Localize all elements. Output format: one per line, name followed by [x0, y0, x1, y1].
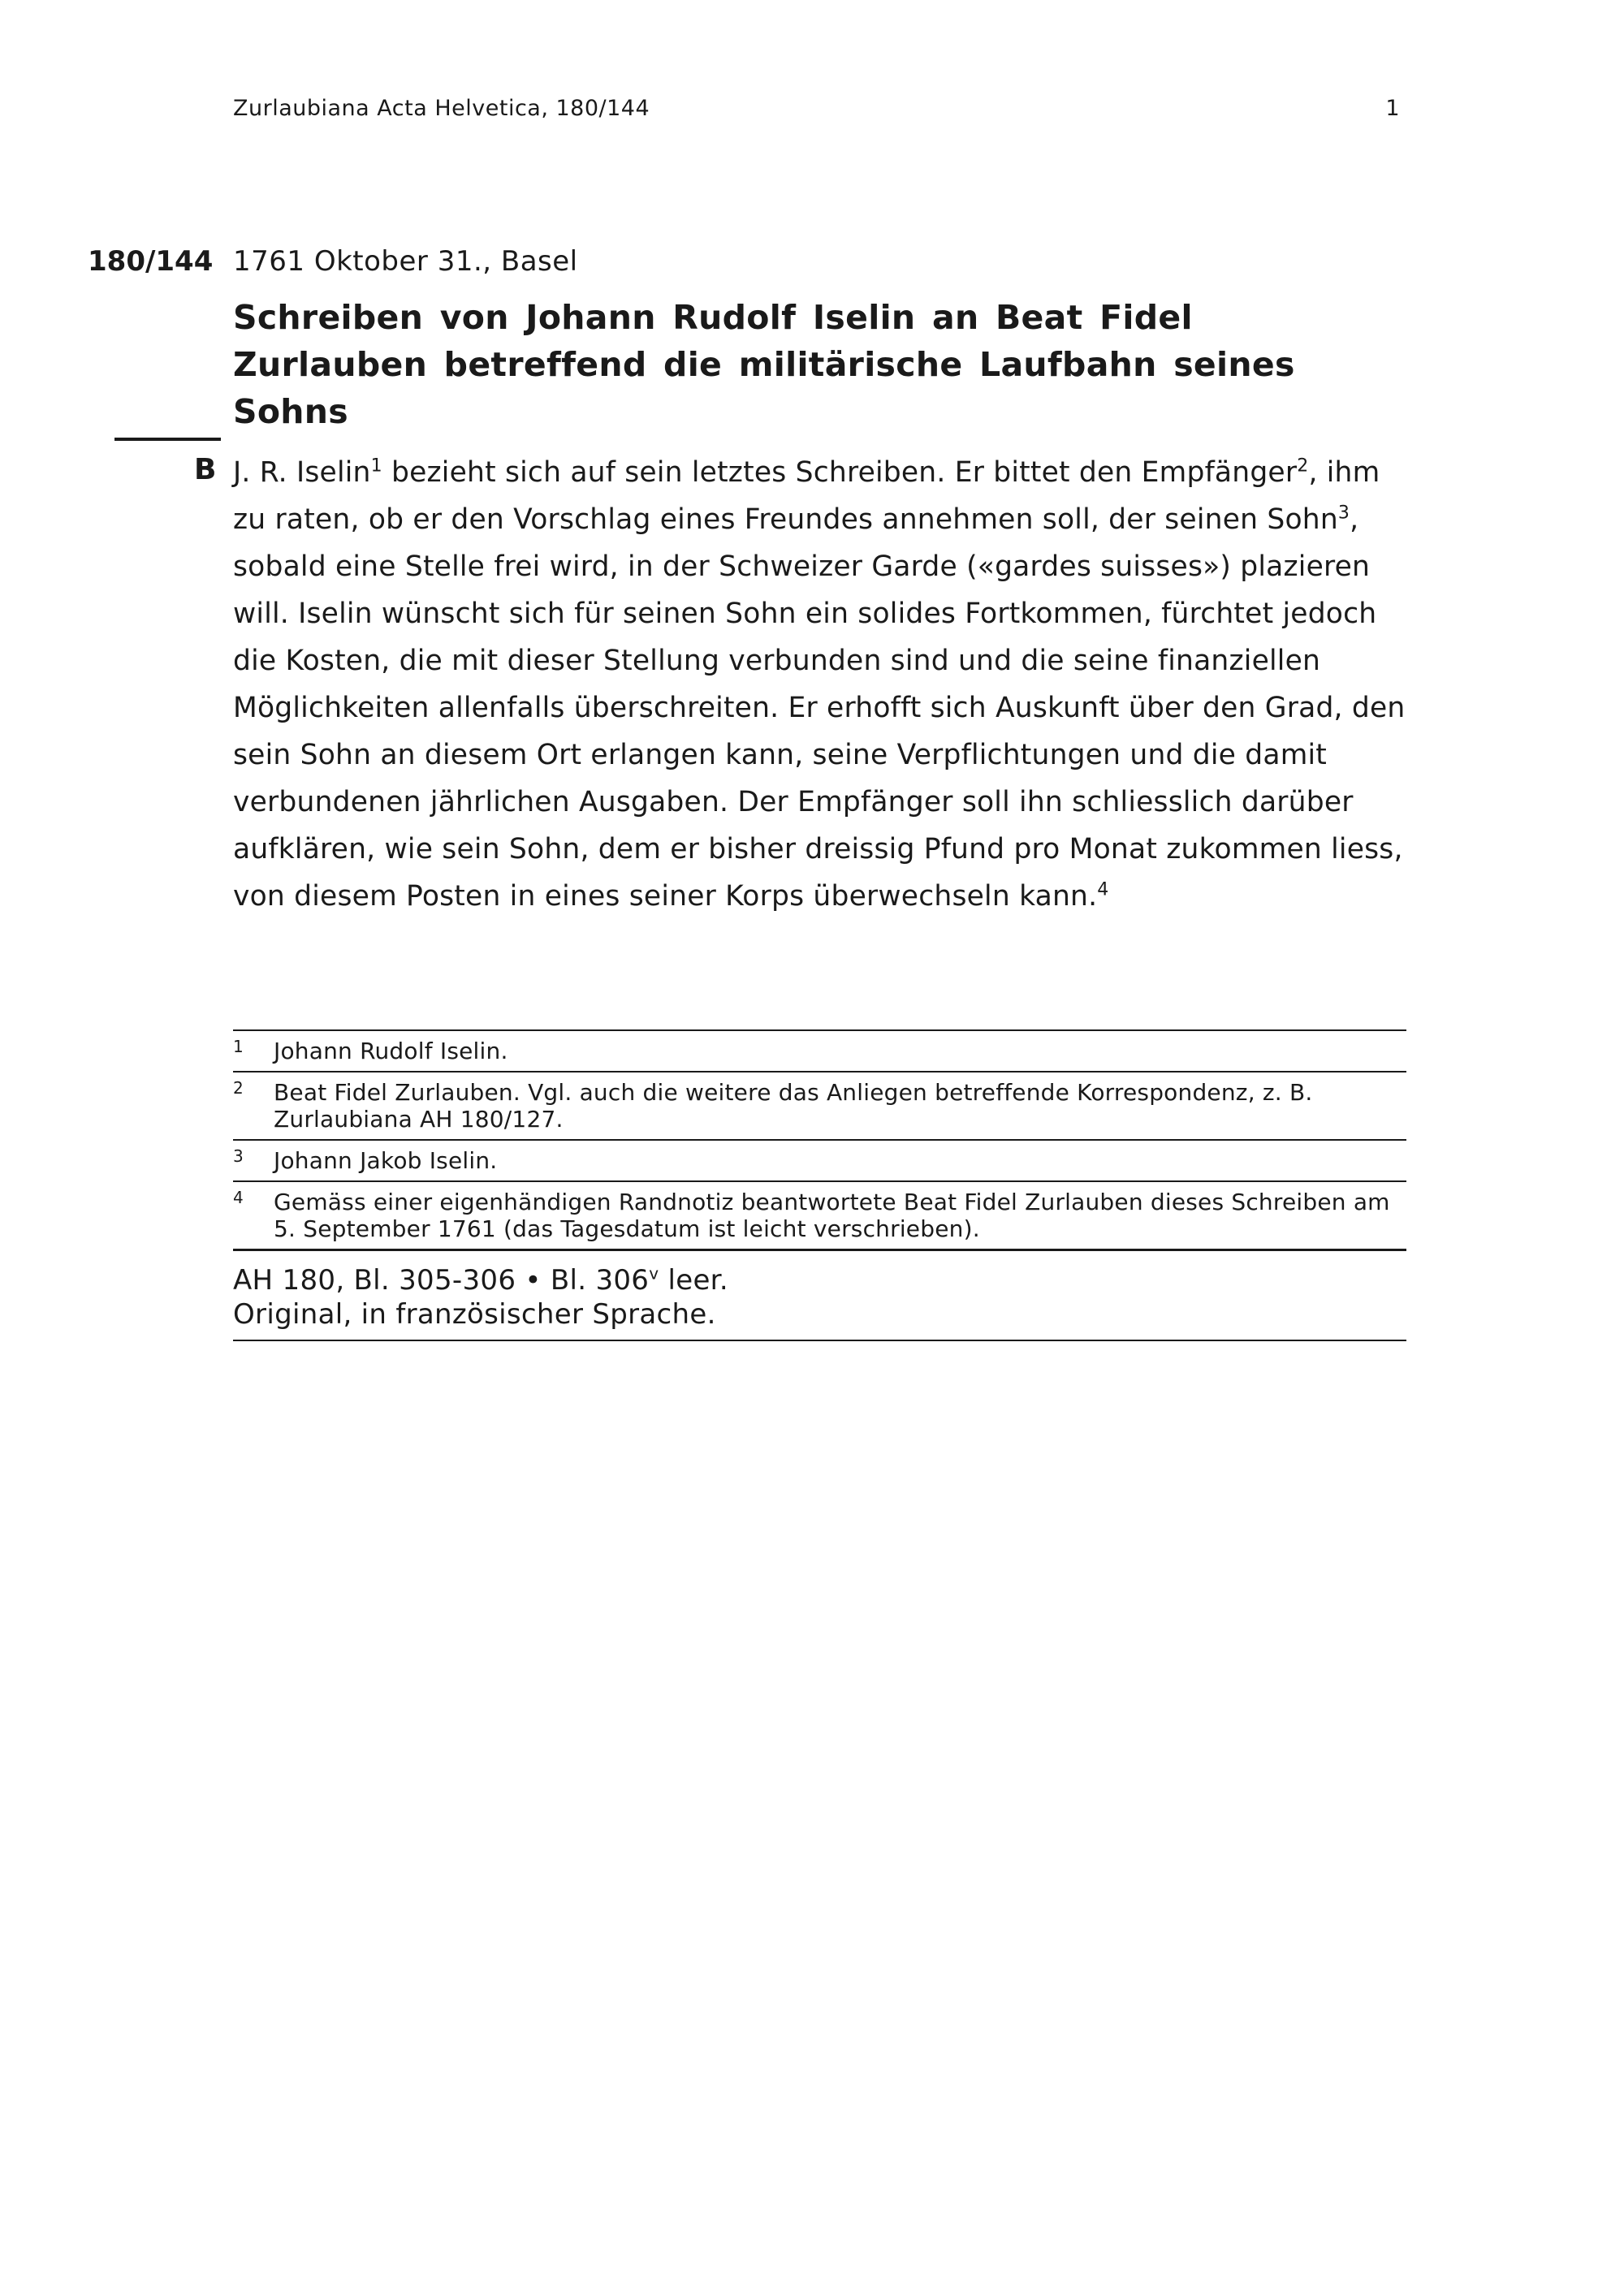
footnotes — [233, 1029, 1406, 1251]
section-divider — [114, 438, 221, 441]
source-verso-mark: v — [649, 1263, 659, 1284]
summary-part-3: , ihm zu raten, ob er den Vorschlag eines Freundes annehmen soll, der seinen Sohn — [233, 456, 1380, 536]
margin-letter: B — [194, 453, 217, 486]
summary-part-1: J. R. Iselin — [233, 456, 371, 489]
footnote-text: Johann Jakob Iselin. — [274, 1147, 498, 1174]
footnote-text: Beat Fidel Zurlauben. Vgl. auch die weitere das Anliegen betreffende Korrespondenz, z. B. Zurlaubiana AH 180/127. — [274, 1079, 1313, 1133]
source-reference — [233, 1263, 1406, 1341]
footnote-number: 4 — [233, 1188, 244, 1207]
footnote-number: 2 — [233, 1078, 244, 1098]
source-line-2: Original, in französischer Sprache. — [233, 1298, 716, 1331]
footnote-ref-2[interactable]: 2 — [1297, 455, 1309, 477]
footnote-text: Gemäss einer eigenhändigen Randnotiz beantwortete Beat Fidel Zurlauben dieses Schreiben am 5. September 1761 (das Tagesdatum ist leicht verschrieben). — [274, 1189, 1390, 1242]
running-head — [233, 96, 1406, 128]
summary-part-4: , sobald eine Stelle frei wird, in der Schweizer Garde («gardes suisses») plazieren will. Iselin wünscht sich für seinen Sohn ein solides Fortkommen, fürchtet jedoch die Kosten, die mit dieser Stellung verbunden sind und die seine finanziellen Möglichkeiten allenfalls überschreiten. Er erhofft sich Auskunft über den Grad, den sein Sohn an diesem Ort erlangen kann, seine Verpflichtungen und die damit verbundenen jährlichen Ausgaben. Der Empfänger soll ihn schliesslich darüber aufklären, wie sein Sohn, dem er bisher dreissig Pfund pro Monat zukommen liess, von diesem Posten in eines seiner Korps überwechseln kann. — [233, 503, 1406, 913]
page-number: 1 — [1385, 96, 1400, 121]
summary-part-2: bezieht sich auf sein letztes Schreiben. Er bittet den Empfänger — [382, 456, 1298, 489]
footnote — [233, 1072, 1406, 1141]
footnote — [233, 1141, 1406, 1182]
source-line-1 — [233, 1263, 1406, 1297]
source-folio-note: leer. — [659, 1264, 728, 1297]
source-folio: AH 180, Bl. 305-306 • Bl. 306 — [233, 1264, 650, 1297]
footnote-number: 3 — [233, 1146, 244, 1166]
document-title: Schreiben von Johann Rudolf Iselin an Beat Fidel Zurlauben betreffend die militärische Laufbahn seines Sohns — [233, 298, 1295, 431]
footnote-text: Johann Rudolf Iselin. — [274, 1038, 508, 1064]
footnote-ref-1[interactable]: 1 — [370, 455, 382, 477]
footnote-number: 1 — [233, 1037, 244, 1056]
footnote — [233, 1031, 1406, 1072]
footnote — [233, 1182, 1406, 1251]
document-date-place: 1761 Oktober 31., Basel — [233, 245, 578, 278]
summary-text — [233, 449, 1410, 920]
footnote-ref-3[interactable]: 3 — [1337, 503, 1350, 524]
footnote-ref-4[interactable]: 4 — [1097, 879, 1109, 900]
document-number: 180/144 — [88, 245, 214, 278]
running-head-title: Zurlaubiana Acta Helvetica, 180/144 — [233, 96, 650, 121]
